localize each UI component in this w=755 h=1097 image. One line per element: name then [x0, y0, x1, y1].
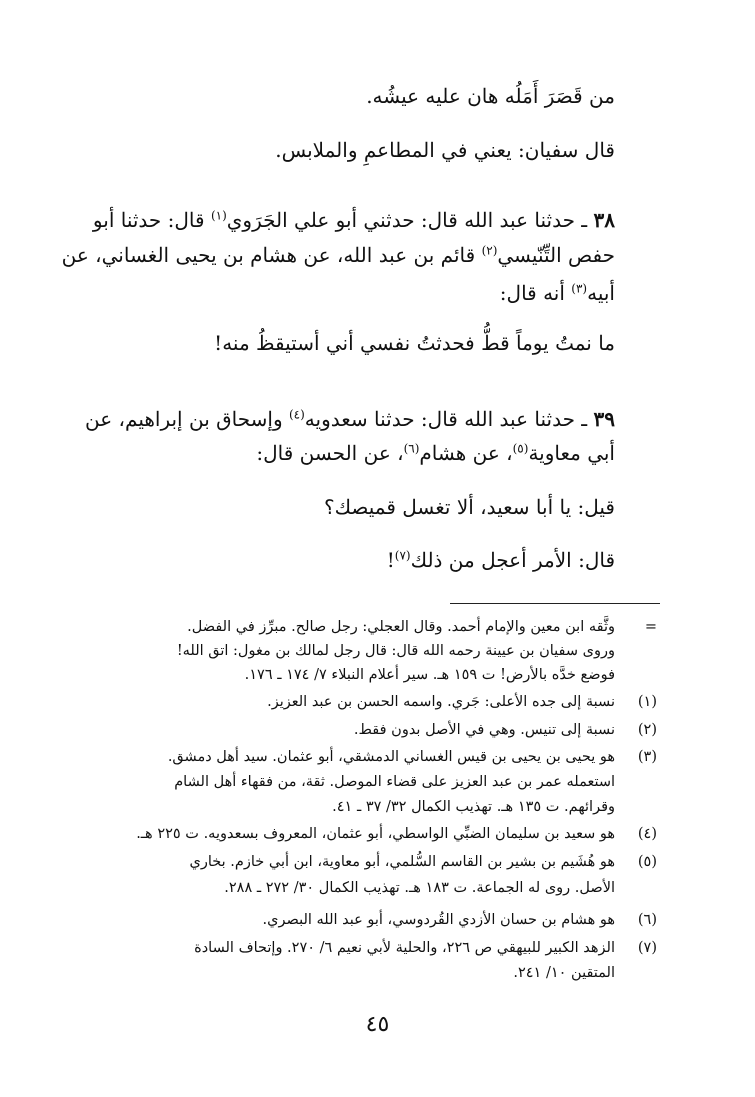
footnote-line: فوضع خدَّه بالأرض! ت ١٥٩ هـ. سير أعلام النبلاء ٧/ ١٧٤ ـ ١٧٦. — [244, 667, 615, 683]
hadith-38-line-1: ٣٨ ـ حدثنا عبد الله قال: حدثني أبو علي الجَرَوي$^{(١)}$ قال: حدثنا أبو — [92, 208, 615, 232]
footnote-line: هو هُشَيم بن بشير بن القاسم السُّلمي، أبو معاوية، ابن أبي خازم. بخاري — [189, 854, 615, 870]
footnote-number: (١) — [637, 694, 657, 710]
footnote-number: (٥) — [637, 854, 657, 870]
footnote-line: وروى سفيان بن عيينة رحمه الله قال: قال رجل لمالك بن مغول: اتق الله! — [176, 643, 615, 659]
footnote-ref: (١) — [210, 208, 227, 223]
footnote-number: (٤) — [637, 826, 657, 842]
footnote-line: الزهد الكبير للبيهقي ص ٢٢٦، والحلية لأبي نعيم ٦/ ٢٧٠. وإتحاف السادة — [194, 940, 615, 956]
footnote-number: (٧) — [637, 940, 657, 956]
hadith-38-line-2: حفص التِّنّيسي$^{(٢)}$ قائم بن عبد الله، عن هشام بن يحيى الغساني، عن — [61, 243, 615, 267]
footnote-ref: (٤) — [288, 407, 305, 422]
body-line: من قَصَرَ أَمَلُه هان عليه عيشُه. — [366, 84, 615, 108]
footnote-separator — [450, 603, 660, 604]
footnote-ref: (٣) — [571, 281, 588, 296]
footnote-line: استعمله عمر بن عبد العزيز على قضاء الموصل. ثقة، من فقهاء أهل الشام — [174, 774, 615, 790]
footnote-number: (٢) — [637, 722, 657, 738]
footnote-ref: (٢) — [481, 243, 498, 258]
footnote-line: نسبة إلى جده الأعلى: جَري. واسمه الحسن بن عبد العزيز. — [267, 694, 615, 710]
footnote-ref: (٥) — [512, 441, 529, 456]
footnote-ref: (٧) — [394, 548, 411, 563]
hadith-38-line-3: أبيه$^{(٣)}$ أنه قال: — [499, 281, 615, 305]
hadith-39-quote-2: قال: الأمر أعجل من ذلك$^{(٧)}$! — [386, 548, 615, 572]
footnote-line: المتقين ١٠/ ٢٤١. — [513, 965, 615, 981]
hadith-39-quote-1: قيل: يا أبا سعيد، ألا تغسل قميصك؟ — [323, 495, 615, 519]
footnote-line: هو يحيى بن يحيى بن قيس الغساني الدمشقي، أبو عثمان. سيد أهل دمشق. — [167, 749, 615, 765]
hadith-number: ٣٨ — [593, 208, 615, 232]
hadith-38-quote: ما نمتُ يوماً قطُّ فحدثتُ نفسي أني أستيقظُ منه! — [214, 331, 615, 355]
footnote-cont-marker: = — [644, 619, 657, 635]
footnote-line: الأصل. روى له الجماعة. ت ١٨٣ هـ. تهذيب الكمال ٣٠/ ٢٧٢ ـ ٢٨٨. — [224, 880, 615, 896]
hadith-number: ٣٩ — [593, 407, 615, 431]
footnote-line: وقرائهم. ت ١٣٥ هـ. تهذيب الكمال ٣٢/ ٣٧ ـ ٤١. — [332, 799, 615, 815]
body-line: قال سفيان: يعني في المطاعمِ والملابس. — [275, 138, 615, 162]
footnote-line: هو سعيد بن سليمان الضبِّي الواسطي، أبو عثمان، المعروف بسعدويه. ت ٢٢٥ هـ. — [136, 826, 615, 842]
footnote-line: نسبة إلى تنيس. وهي في الأصل بدون فقط. — [353, 722, 615, 738]
hadith-39-line-2: أبي معاوية$^{(٥)}$، عن هشام$^{(٦)}$، عن الحسن قال: — [256, 441, 615, 465]
footnote-line: وثَّقه ابن معين والإمام أحمد. وقال العجلي: رجل صالح. مبرِّز في الفضل. — [187, 619, 615, 635]
hadith-39-line-1: ٣٩ ـ حدثنا عبد الله قال: حدثنا سعدويه$^{(٤)}$ وإسحاق بن إبراهيم، عن — [85, 407, 615, 431]
footnote-ref: (٦) — [403, 441, 420, 456]
footnote-number: (٦) — [637, 912, 657, 928]
page-number: ٤٥ — [365, 1012, 390, 1037]
footnote-line: هو هشام بن حسان الأزدي القُردوسي، أبو عبد الله البصري. — [262, 912, 615, 928]
footnote-number: (٣) — [637, 749, 657, 765]
